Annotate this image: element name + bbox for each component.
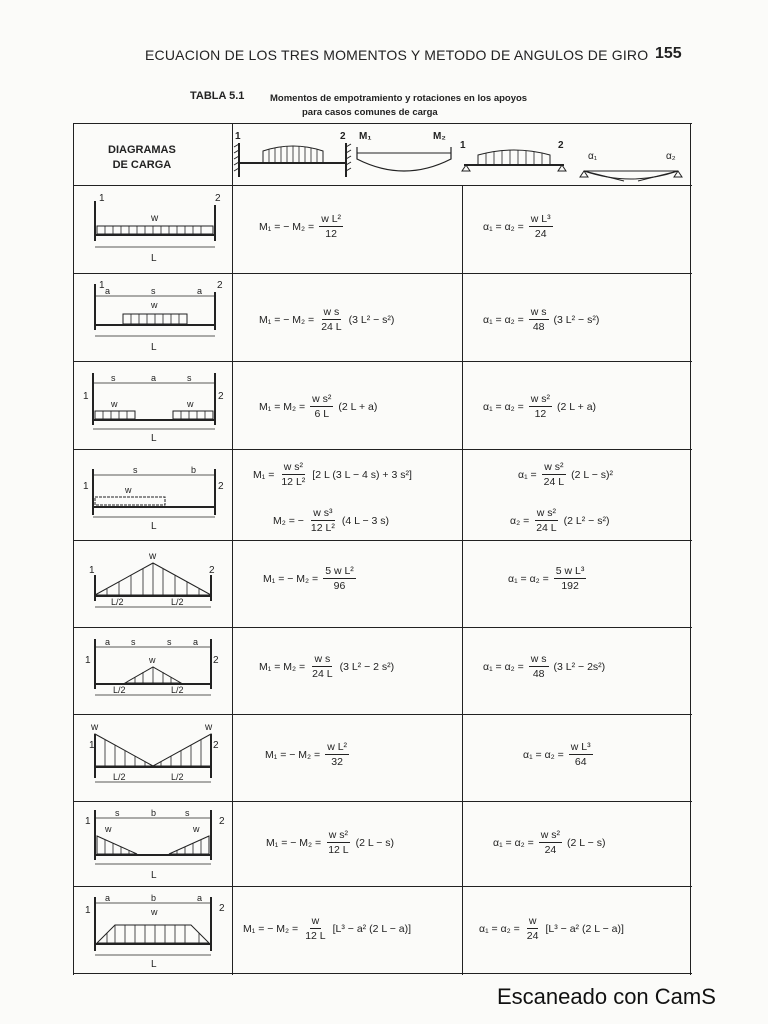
moments-table — [73, 123, 692, 975]
scanner-watermark: Escaneado con CamS — [497, 984, 716, 1009]
svg-text:L/2: L/2 — [113, 685, 126, 695]
icon-label-m2: M₂ — [433, 131, 446, 142]
svg-text:L: L — [151, 253, 157, 264]
icon-label-s2: 2 — [558, 140, 564, 151]
rotation-formula-3: α₁ = α₂ = $\frac{\text{w s²}}{12}$ (2 L + a) — [483, 393, 597, 420]
rotation-formula-7: α₁ = α₂ = $\frac{\text{w L³}}{64}$ — [523, 741, 591, 768]
icon-label-2: 2 — [340, 131, 346, 142]
svg-text:w: w — [151, 300, 158, 310]
rotation-formula-8: α₁ = α₂ = $\frac{\text{w s²}}{24}$ (2 L − s) — [493, 829, 606, 856]
svg-text:s: s — [167, 637, 172, 647]
running-header: ECUACION DE LOS TRES MOMENTOS Y METODO DE ANGULOS DE GIRO — [145, 47, 649, 63]
svg-text:L: L — [151, 870, 157, 881]
load-diagram-uniform — [83, 191, 223, 269]
rotation-formula-2: α₁ = α₂ = $\frac{\text{w s}}{48}$ (3 L² − s²) — [483, 306, 600, 333]
svg-text:2: 2 — [218, 481, 224, 492]
load-diagram-central-triangular — [81, 633, 226, 713]
svg-text:1: 1 — [89, 740, 95, 751]
load-diagram-end-uniform — [81, 367, 226, 447]
moment-diagram-icon — [355, 127, 455, 183]
rotation-formula-9: α₁ = α₂ = $\frac{w}{24}$ [L³ − a² (2 L − a)] — [479, 915, 624, 942]
svg-text:1: 1 — [85, 655, 91, 666]
svg-text:w: w — [91, 722, 99, 733]
svg-text:a: a — [193, 637, 199, 647]
svg-text:s: s — [187, 373, 192, 383]
load-diagram-central-uniform — [83, 278, 223, 358]
svg-text:L: L — [151, 959, 157, 970]
svg-text:L/2: L/2 — [111, 597, 124, 607]
svg-text:L: L — [151, 433, 157, 444]
page-number: 155 — [655, 45, 682, 62]
moment-formula-7: M₁ = − M₂ = $\frac{\text{w L²}}{32}$ — [265, 741, 348, 768]
svg-text:w: w — [193, 824, 200, 834]
svg-text:1: 1 — [83, 481, 89, 492]
icon-label-1: 1 — [235, 131, 241, 142]
svg-text:b: b — [191, 465, 197, 475]
svg-text:a: a — [105, 637, 111, 647]
moment-formula-3: M₁ = M₂ = $\frac{\text{w s²}}{6 L}$ (2 L + a) — [259, 393, 378, 420]
rotation-formula-4b: α₂ = $\frac{\text{w s²}}{24 L}$ (2 L² − s²) — [510, 507, 610, 534]
svg-text:1: 1 — [85, 816, 91, 827]
moment-formula-4a: M₁ = $\frac{\text{w s²}}{\text{12 L²}}$ [2 L (3 L − 4 s) + 3 s²] — [253, 461, 412, 488]
svg-text:a: a — [151, 373, 157, 383]
moment-formula-4b: M₂ = − $\frac{\text{w s³}}{\text{12 L²}}$ (4 L − 3 s) — [273, 507, 390, 534]
svg-text:2: 2 — [215, 193, 221, 204]
moment-formula-5: M₁ = − M₂ = $\frac{\text{5 w L²}}{96}$ — [263, 565, 354, 592]
svg-text:a: a — [197, 286, 203, 296]
svg-text:w: w — [151, 907, 158, 917]
svg-text:2: 2 — [213, 655, 219, 666]
svg-text:1: 1 — [85, 905, 91, 916]
moment-formula-8: M₁ = − M₂ = $\frac{\text{w s²}}{12 L}$ (2 L − s) — [266, 829, 395, 856]
svg-text:2: 2 — [217, 280, 223, 291]
load-diagram-trapezoidal — [81, 891, 231, 971]
svg-text:w: w — [151, 213, 159, 224]
rotation-formula-4a: α₁ = $\frac{\text{w s²}}{24 L}$ (2 L − s)² — [518, 461, 614, 488]
svg-text:1: 1 — [99, 193, 105, 204]
fixed-beam-icon — [233, 127, 353, 183]
svg-text:L/2: L/2 — [113, 772, 126, 782]
load-diagram-end-triangular — [81, 806, 231, 884]
table-caption-line1: Momentos de empotramiento y rotaciones en los apoyos — [270, 93, 528, 104]
svg-text:w: w — [111, 399, 118, 409]
svg-text:2: 2 — [213, 740, 219, 751]
icon-label-s1: 1 — [460, 140, 466, 151]
svg-text:2: 2 — [219, 816, 225, 827]
rotation-diagram-icon — [578, 137, 690, 183]
rotation-formula-6: α₁ = α₂ = $\frac{\text{w s}}{48}$ (3 L² − 2s²) — [483, 653, 606, 680]
svg-text:L/2: L/2 — [171, 597, 184, 607]
load-diagram-triangular — [81, 545, 226, 625]
svg-text:b: b — [151, 808, 157, 818]
svg-text:s: s — [115, 808, 120, 818]
rotation-formula-1: α₁ = α₂ = $\frac{\text{w L³}}{24}$ — [483, 213, 551, 240]
svg-text:1: 1 — [83, 391, 89, 402]
header-cell — [108, 143, 176, 173]
icon-label-m1: M₁ — [359, 131, 372, 142]
svg-text:a: a — [105, 286, 111, 296]
icon-label-a1: α₁ — [588, 151, 598, 162]
svg-text:L: L — [151, 342, 157, 353]
moment-formula-9: M₁ = − M₂ = $\frac{w}{12 L}$ [L³ − a² (2 L − a)] — [243, 915, 412, 942]
svg-text:s: s — [111, 373, 116, 383]
svg-text:s: s — [133, 465, 138, 475]
svg-text:s: s — [131, 637, 136, 647]
svg-text:w: w — [149, 551, 157, 562]
svg-text:w: w — [105, 824, 112, 834]
simple-beam-icon — [458, 137, 570, 183]
svg-text:s: s — [151, 286, 156, 296]
svg-text:1: 1 — [99, 280, 105, 291]
icon-label-a2: α₂ — [666, 151, 676, 162]
rotation-formula-5: α₁ = α₂ = $\frac{\text{5 w L³}}{192}$ — [508, 565, 585, 592]
svg-text:w: w — [205, 722, 213, 733]
moment-formula-2: M₁ = − M₂ = $\frac{\text{w s}}{24 L}$ (3 L² − s²) — [259, 306, 395, 333]
head-line1: DIAGRAMAS — [108, 144, 176, 156]
moment-formula-1: M₁ = − M₂ = $\frac{\text{w L²}}{12}$ — [259, 213, 342, 240]
svg-text:L/2: L/2 — [171, 772, 184, 782]
table-caption-line2: para casos comunes de carga — [302, 107, 438, 118]
svg-text:L/2: L/2 — [171, 685, 184, 695]
svg-text:s: s — [185, 808, 190, 818]
svg-text:1: 1 — [89, 565, 95, 576]
svg-text:b: b — [151, 893, 157, 903]
svg-text:2: 2 — [218, 391, 224, 402]
svg-text:2: 2 — [209, 565, 215, 576]
svg-text:2: 2 — [219, 903, 225, 914]
svg-text:w: w — [125, 485, 132, 495]
load-diagram-partial-uniform — [81, 455, 226, 535]
table-label: TABLA 5.1 — [190, 90, 245, 102]
svg-text:a: a — [105, 893, 111, 903]
svg-text:w: w — [149, 655, 156, 665]
moment-formula-6: M₁ = M₂ = $\frac{\text{w s}}{24 L}$ (3 L² − 2 s²) — [259, 653, 395, 680]
head-line2: DE CARGA — [112, 159, 172, 171]
svg-text:w: w — [187, 399, 194, 409]
load-diagram-inverted-triangular — [81, 720, 226, 800]
svg-text:L: L — [151, 521, 157, 532]
svg-text:a: a — [197, 893, 203, 903]
